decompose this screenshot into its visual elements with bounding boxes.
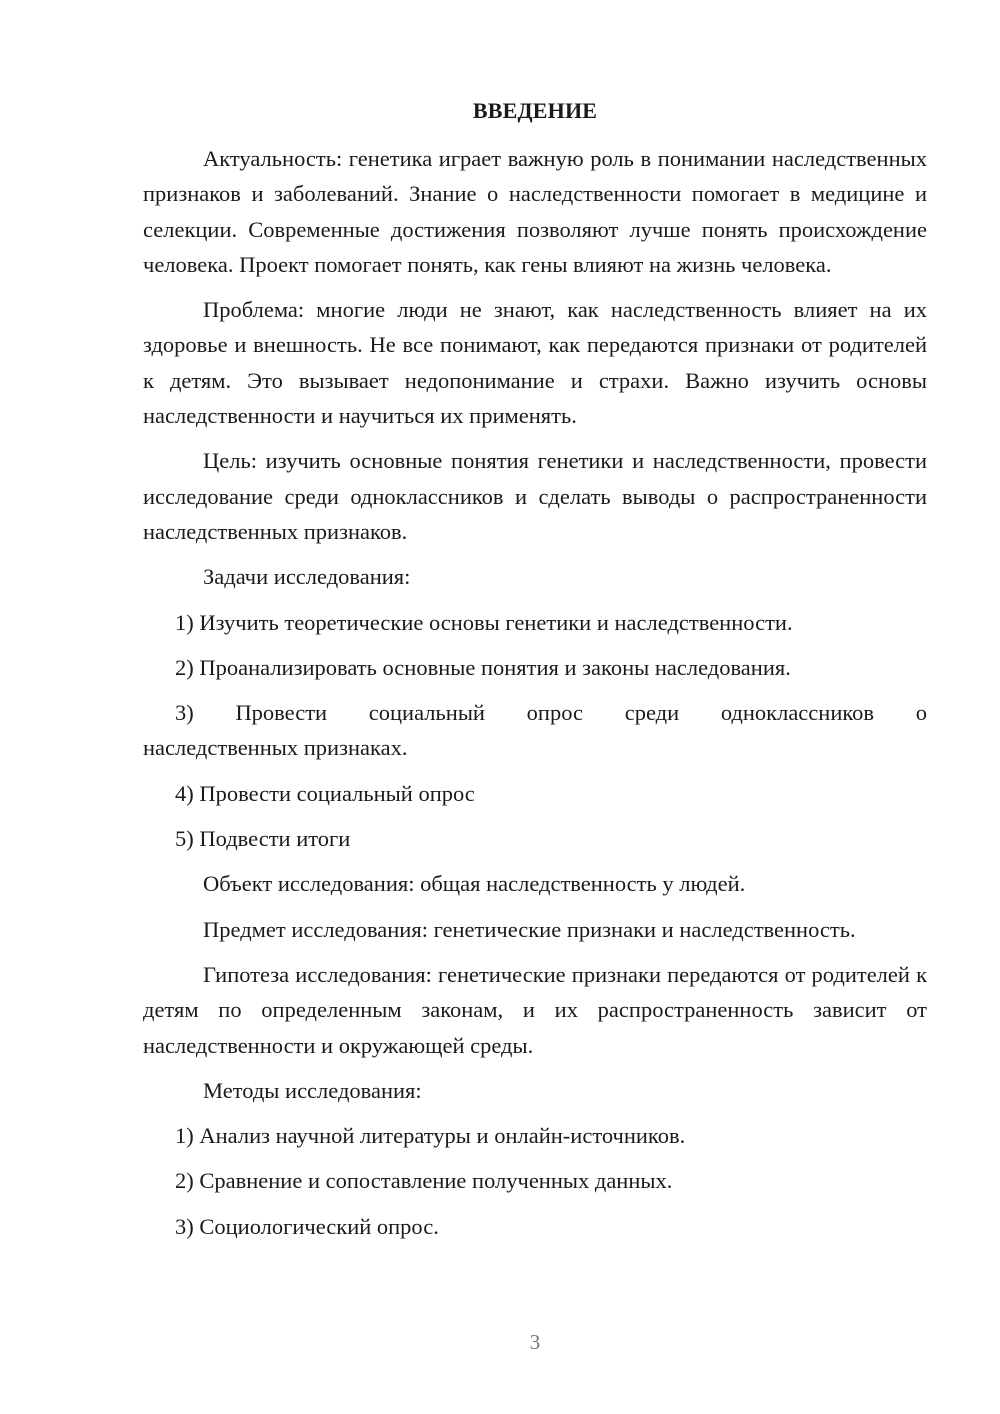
method-item-3: 3) Социологический опрос.	[175, 1213, 439, 1239]
page-number: 3	[529, 1330, 541, 1354]
task-item-3	[143, 695, 927, 766]
task-3-word: среди	[624, 700, 680, 726]
problem-paragraph: Проблема: многие люди не знают, как наследственность влияет на их здоровье и внешность. Не все понимают, как передаются признаки от родителей к детям. Это вызывает недопонимание и страхи. Важно изучить основы наследственности и научиться их применять.	[143, 297, 927, 429]
method-item-2: 2) Сравнение и сопоставление полученных данных.	[175, 1168, 673, 1194]
hypothesis-paragraph: Гипотеза исследования: генетические признаки передаются от родителей к детям по определенным законам, и их распространенность зависит от наследственности и окружающей среды.	[143, 961, 927, 1058]
task-item-1: 1) Изучить теоретические основы генетики и наследственности.	[175, 609, 793, 635]
document-page	[143, 96, 927, 1254]
task-item-3-first-line	[143, 695, 927, 730]
method-item-1: 1) Анализ научной литературы и онлайн-источников.	[175, 1123, 686, 1149]
task-3-word: одноклассников	[720, 700, 875, 726]
goal-paragraph: Цель: изучить основные понятия генетики и наследственности, провести исследование среди одноклассников и сделать выводы о распространенности наследственных признаков.	[143, 448, 927, 544]
tasks-heading: Задачи исследования:	[203, 564, 411, 590]
section-title: ВВЕДЕНИЕ	[472, 98, 598, 123]
task-3-word: социальный	[368, 700, 485, 726]
task-item-4: 4) Провести социальный опрос	[175, 780, 475, 806]
relevance-paragraph: Актуальность: генетика играет важную роль в понимании наследственных признаков и заболеваний. Знание о наследственности помогает в медицине и селекции. Современные достижения позволяют лучше понять происхождение человека. Проект помогает понять, как гены влияют на жизнь человека.	[143, 146, 927, 277]
task-item-5: 5) Подвести итоги	[175, 826, 351, 852]
object-line: Объект исследования: общая наследственность у людей.	[203, 871, 746, 897]
task-3-word: о	[915, 700, 927, 726]
methods-heading: Методы исследования:	[203, 1077, 422, 1103]
subject-line: Предмет исследования: генетические признаки и наследственность.	[203, 916, 856, 942]
task-3-word: Провести	[235, 700, 328, 726]
task-item-3-continuation: наследственных признаках.	[143, 735, 408, 761]
task-item-2: 2) Проанализировать основные понятия и законы наследования.	[175, 654, 791, 680]
task-3-word: 3)	[175, 700, 194, 726]
task-3-word: опрос	[526, 700, 584, 726]
